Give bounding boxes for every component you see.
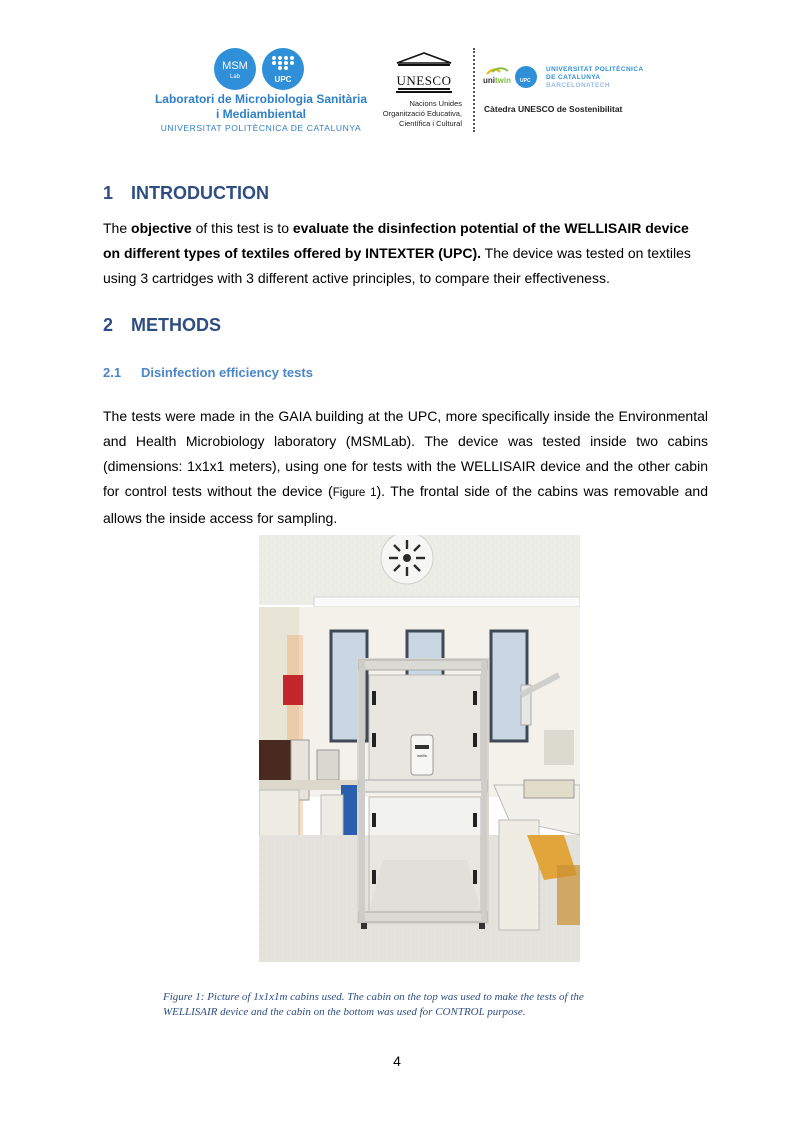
figure-reference: Figure 1 — [332, 487, 377, 499]
unesco-caption: Nacions Unides Organització Educativa, Científica i Cultural — [382, 99, 462, 128]
section-heading-methods: 2 METHODS — [103, 315, 221, 335]
section-heading-introduction: 1 INTRODUCTION — [103, 183, 269, 203]
upc-logo: UPC — [262, 48, 304, 90]
svg-text:UNESCO: UNESCO — [396, 73, 452, 88]
upc-name: UNIVERSITAT POLITÈCNICA DE CATALUNYA BARCELONATECH — [546, 66, 644, 89]
upc-dots-icon — [271, 55, 295, 71]
header-separator — [473, 48, 477, 132]
device-label: wellis — [417, 753, 427, 758]
upc-small-label: UPC — [520, 78, 531, 84]
subsection-heading-disinfection: 2.1 Disinfection efficiency tests — [103, 365, 313, 380]
page-number: 4 — [393, 1053, 401, 1069]
unitwin-label: unitwin — [483, 76, 511, 85]
introduction-paragraph: The objective of this test is to evaluate the disinfection potential of the WELLISAIR device on different types of textiles offered by INTEXTER (UPC). The device was tested on textiles using 3 cartridges with 3 different active principles, to compare their effectiveness. — [103, 220, 691, 286]
unesco-temple-icon — [395, 52, 453, 94]
msm-lab-logo: MSM Lab — [214, 48, 256, 90]
methods-paragraph: The tests were made in the GAIA building at the UPC, more specifically inside the Environmental and Health Microbiology laboratory (MSMLab). The device was tested inside two cabins (dimensions: 1x1x1 meters), using one for tests with the WELLISAIR device and the other cabin for control tests without the device (Figure 1). The frontal side of the cabins was removable and allows the inside access for sampling. — [103, 408, 709, 526]
lab-university: UNIVERSITAT POLITÈCNICA DE CATALUNYA — [160, 123, 362, 133]
figure-caption: Figure 1: Picture of 1x1x1m cabins used. The cabin on the top was used to make the tests of the WELLISAIR device and the cabin on the bottom was used for CONTROL purpose. — [163, 991, 584, 1018]
lab-cabins-photo — [259, 535, 580, 962]
catedra-unesco-label: Càtedra UNESCO de Sostenibilitat — [484, 104, 623, 114]
lab-name: Laboratori de Microbiologia Sanitària i Mediambiental — [154, 92, 368, 121]
upc-small-logo — [515, 66, 537, 88]
